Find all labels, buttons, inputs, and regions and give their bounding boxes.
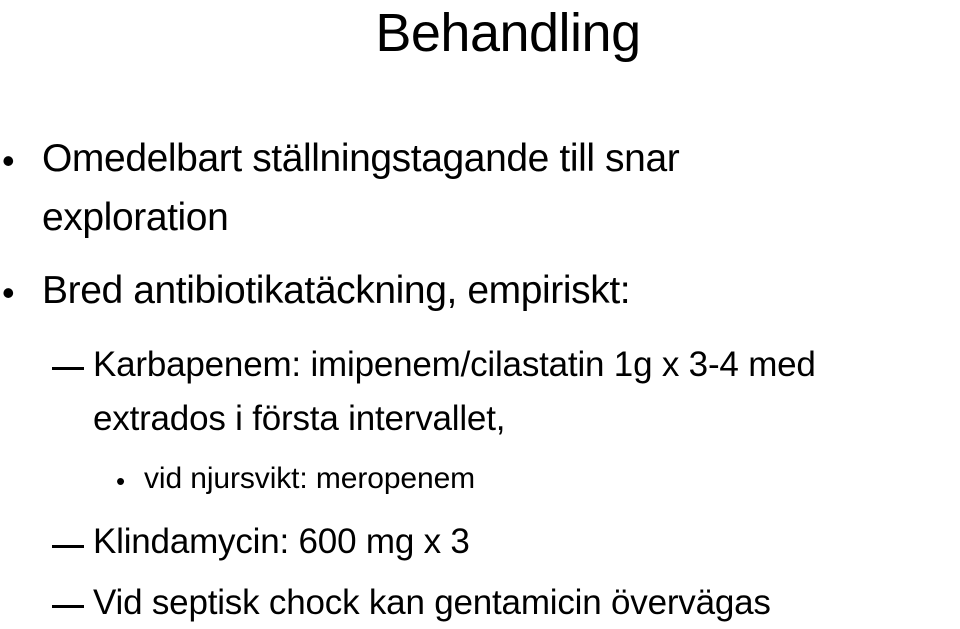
sub-bullet-text: Klindamycin: 600 mg x 3 [93, 522, 470, 561]
sub-bullet-text: Vid septisk chock kan gentamicin övervägas [93, 583, 771, 622]
slide-title: Behandling [375, 3, 641, 63]
bullet-dot-icon: • [2, 272, 15, 313]
bullet-text-continued: exploration [42, 196, 229, 239]
bullet-text: Omedelbart ställningstagande till snar [42, 137, 680, 180]
bullet-dot-icon: • [116, 466, 126, 496]
dash-bullet-icon [52, 367, 84, 370]
sub-bullet-text: Karbapenem: imipenem/cilastatin 1g x 3-4 med [93, 345, 816, 384]
sub-bullet-text-continued: extrados i första intervallet, [93, 399, 506, 438]
dash-bullet-icon [52, 605, 84, 608]
sub-sub-bullet-text: vid njursvikt: meropenem [144, 462, 476, 495]
bullet-text: Bred antibiotikatäckning, empiriskt: [42, 269, 631, 312]
dash-bullet-icon [52, 545, 84, 548]
bullet-dot-icon: • [2, 140, 15, 181]
